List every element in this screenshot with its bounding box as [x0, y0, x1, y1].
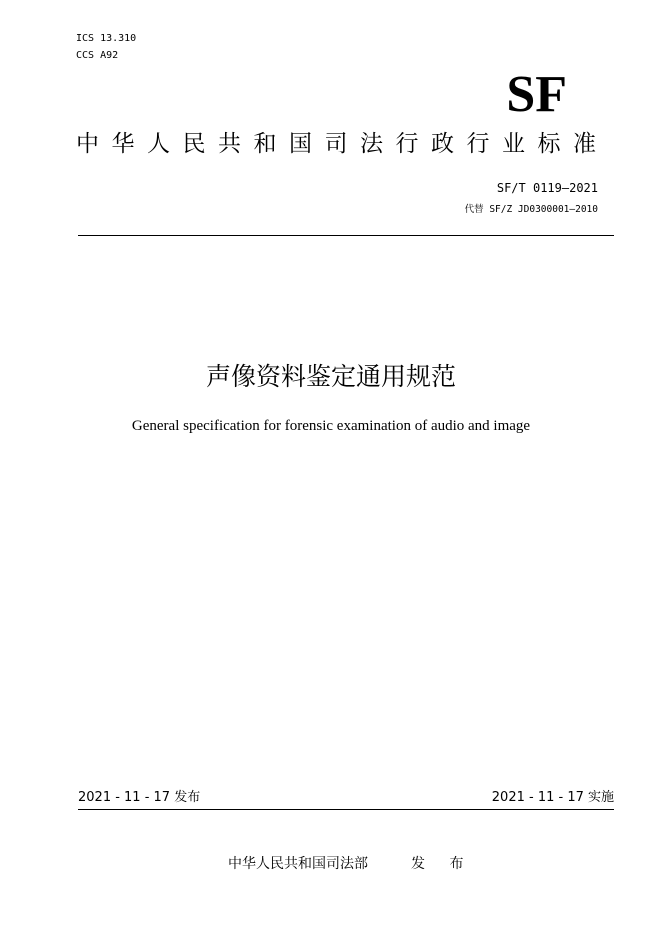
ics-code: ICS 13.310 [76, 33, 137, 44]
implementation-date: 2021 - 11 - 17 实施 [491, 790, 614, 805]
bottom-divider [78, 809, 614, 810]
standard-number: SF/T 0119—2021 [496, 181, 598, 195]
issue-date: 2021 - 11 - 17 发布 [78, 790, 201, 805]
replaces-note: 代替 SF/Z JD0300001—2010 [464, 204, 598, 215]
top-divider [78, 235, 614, 236]
title-chinese: 声像资料鉴定通用规范 [205, 362, 456, 391]
sf-mark: SF [506, 66, 567, 123]
publish-word: 发 布 [411, 856, 474, 872]
title-english: General specification for forensic examination of audio and image [131, 418, 531, 434]
issuer-line: 中华人民共和国司法行政行业标准 [76, 131, 609, 157]
ccs-code: CCS A92 [76, 50, 119, 61]
publisher: 中华人民共和国司法部 [228, 856, 368, 872]
